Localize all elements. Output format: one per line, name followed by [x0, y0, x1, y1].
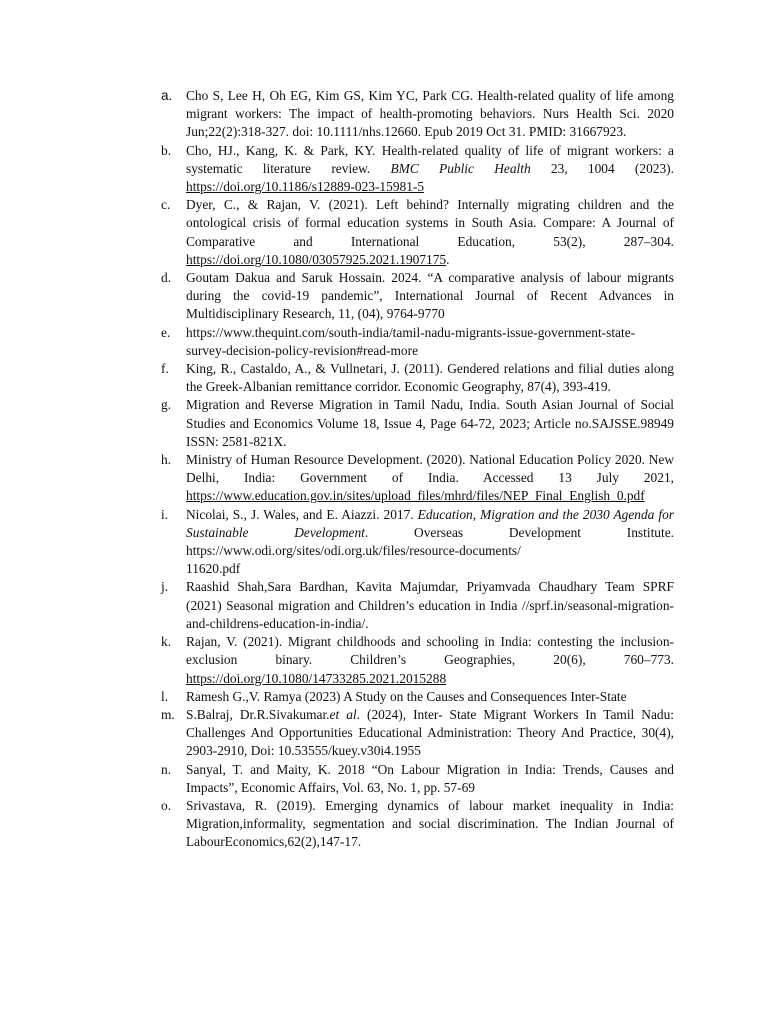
reference-segment: Migration and Reverse Migration in Tamil Nadu, India. South Asian Journal of Social Studies and Economics Volume 18, Issue 4, Page 64-72, 2023; Article no.SAJSSE.98949 ISSN: 2581-821X.	[186, 397, 674, 449]
reference-letter: n.	[161, 761, 172, 777]
reference-segment: https://www.thequint.com/south-india/tamil-nadu-migrants-issue-government-state-survey-decision-policy-revision#read-more	[186, 324, 636, 358]
reference-text	[186, 706, 674, 761]
reference-letter: h.	[161, 452, 172, 468]
reference-text	[186, 761, 674, 797]
reference-text	[186, 360, 674, 396]
reference-text	[186, 633, 674, 688]
reference-item	[161, 797, 674, 852]
reference-letter: g.	[161, 397, 172, 413]
reference-italic-title: BMC Public Health	[390, 160, 531, 176]
reference-text	[186, 87, 674, 142]
reference-text	[186, 269, 674, 324]
reference-item	[161, 360, 674, 396]
reference-segment: Rajan, V. (2021). Migrant childhoods and schooling in India: contesting the inclusion-exclusion binary. Children’s Geographies, 20(6), 760–773.	[186, 634, 674, 668]
reference-segment: Nicolai, S., J. Wales, and E. Aiazzi. 2017.	[186, 506, 418, 522]
reference-text	[186, 451, 674, 506]
reference-item	[161, 451, 674, 506]
reference-text	[186, 506, 674, 579]
reference-item	[161, 396, 674, 451]
reference-item	[161, 506, 674, 579]
reference-link[interactable]: https://doi.org/10.1080/03057925.2021.1907175	[186, 251, 447, 267]
reference-segment: 23, 1004 (2023).	[530, 160, 674, 176]
reference-letter: k.	[161, 634, 172, 650]
reference-letter: d.	[161, 270, 172, 286]
reference-text	[186, 196, 674, 269]
reference-letter: c.	[161, 197, 171, 213]
reference-segment: .	[446, 251, 450, 267]
reference-text	[186, 396, 674, 451]
reference-text	[186, 797, 674, 852]
reference-item	[161, 196, 674, 269]
reference-segment: . Overseas Development Institute. https://www.odi.org/sites/odi.org.uk/files/resource-documents/	[186, 524, 674, 559]
reference-segment: Cho, HJ., Kang, K. & Park, KY. Health-related quality of life of migrant workers: a systematic literature review.	[186, 142, 674, 176]
reference-item	[161, 633, 674, 688]
reference-text	[186, 688, 674, 706]
reference-segment: Ministry of Human Resource Development. (2020). National Education Policy 2020. New Delhi, India: Government of India. Accessed 13 July 2021,	[186, 452, 674, 486]
reference-segment: Dyer, C., & Rajan, V. (2021). Left behind? Internally migrating children and the ontological crisis of formal education systems in South Asia. Compare: A Journal of Comparative and International Education, 53(2), 287–304.	[186, 197, 674, 249]
reference-segment: Raashid Shah,Sara Bardhan, Kavita Majumdar, Priyamvada Chaudhary Team SPRF (2021) Seasonal migration and Children’s education in India //sprf.in/seasonal-migration-and-childrens-education-in-india/.	[186, 579, 674, 631]
reference-segment: Cho S, Lee H, Oh EG, Kim GS, Kim YC, Park CG. Health-related quality of life among migrant workers: The impact of health-promoting behaviors. Nurs Health Sci. 2020 Jun;22(2):318-327. doi: 10.1111/nhs.12660. Epub 2019 Oct 31. PMID: 31667923.	[186, 88, 674, 140]
reference-link[interactable]: https://doi.org/10.1186/s12889-023-15981-5	[186, 179, 425, 195]
reference-letter: l.	[161, 688, 169, 704]
reference-link[interactable]: https://doi.org/10.1080/14733285.2021.2015288	[186, 670, 447, 686]
reference-letter: o.	[161, 797, 172, 813]
reference-italic-title: Education, Migration and the 2030 Agenda for Sustainable Development	[186, 506, 675, 540]
reference-letter: e.	[161, 324, 171, 340]
reference-item	[161, 578, 674, 633]
reference-letter: f.	[161, 361, 169, 377]
reference-item	[161, 761, 674, 797]
reference-letter: i.	[161, 506, 169, 522]
reference-text	[186, 324, 674, 360]
reference-segment: Srivastava, R. (2019). Emerging dynamics of labour market inequality in India: Migration,informality, segmentation and social discrimination. The Indian Journal of LabourEconomics,62(2),147-17.	[186, 797, 674, 850]
reference-segment: Goutam Dakua and Saruk Hossain. 2024. “A comparative analysis of labour migrants during the covid-19 pandemic”, International Journal of Recent Advances in Multidisciplinary Research, 11, (04), 9764-9770	[186, 270, 674, 322]
reference-item	[161, 87, 674, 142]
reference-text	[186, 578, 674, 633]
reference-segment: Sanyal, T. and Maity, K. 2018 “On Labour Migration in India: Trends, Causes and Impacts”, Economic Affairs, Vol. 63, No. 1, pp. 57-69	[186, 761, 674, 795]
reference-item	[161, 688, 674, 706]
reference-segment: . (2024), Inter- State Migrant Workers In Tamil Nadu: Challenges And Opportunities Educational Administration: Theory And Practice, 30(4), 2903-2910, Doi: 10.53555/kuey.v30i4.1955	[186, 706, 675, 759]
reference-letter: m.	[161, 706, 175, 722]
reference-segment: Ramesh G.,V. Ramya (2023) A Study on the Causes and Consequences Inter-State	[186, 688, 627, 704]
reference-item	[161, 269, 674, 324]
reference-text	[186, 142, 674, 197]
reference-item	[161, 142, 674, 197]
reference-list	[161, 87, 674, 852]
reference-item	[161, 324, 674, 360]
reference-letter: j.	[161, 579, 169, 595]
reference-segment: 11620.pdf	[186, 561, 241, 577]
reference-segment: King, R., Castaldo, A., & Vullnetari, J. (2011). Gendered relations and filial duties along the Greek-Albanian remittance corridor. Economic Geography, 87(4), 393-419.	[186, 361, 674, 395]
reference-letter: a.	[161, 88, 173, 103]
reference-link[interactable]: https://www.education.gov.in/sites/upload_files/mhrd/files/NEP_Final_English_0.pdf	[186, 488, 645, 504]
reference-item	[161, 706, 674, 761]
reference-segment: S.Balraj, Dr.R.Sivakumar.	[186, 706, 330, 722]
reference-letter: b.	[161, 142, 172, 158]
reference-italic-title: et al	[329, 706, 357, 722]
